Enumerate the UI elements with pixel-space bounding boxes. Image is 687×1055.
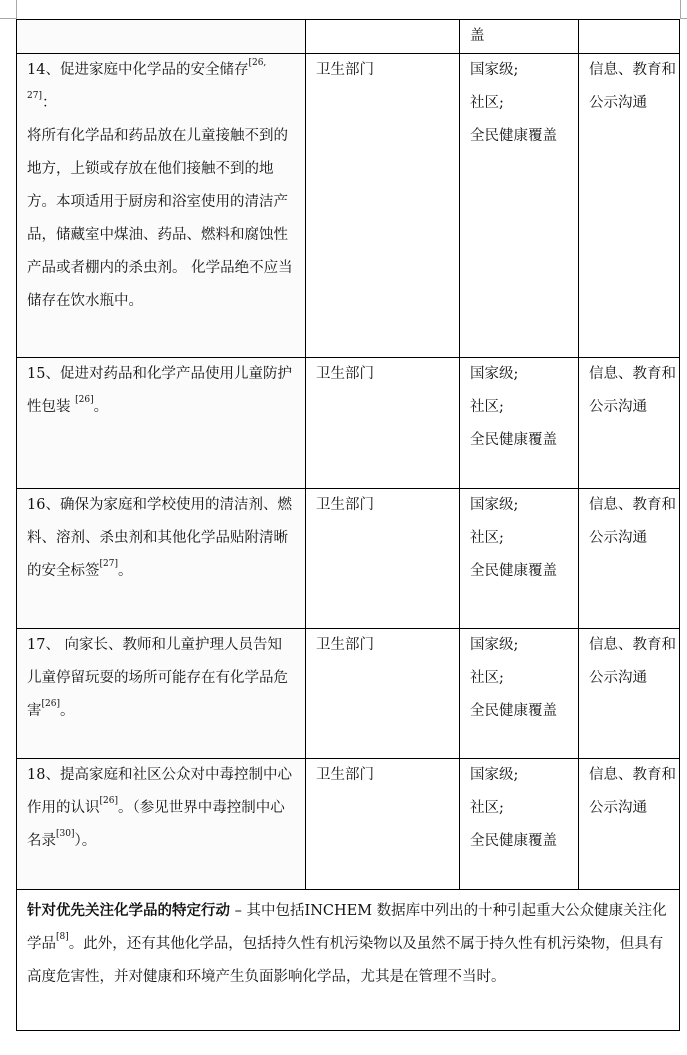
section-row xyxy=(17,890,680,1031)
page-crop-mark-left-h xyxy=(0,18,16,19)
cell-approach: 信息、教育和公示沟通 xyxy=(579,629,680,759)
cell-action xyxy=(17,358,306,489)
citation: [8] xyxy=(56,932,69,942)
cell-action xyxy=(17,54,306,358)
action-title: 15、促进对药品和化学产品使用儿童防护性包装 [26]。 xyxy=(27,366,292,415)
cell-scope: 国家级; 社区; 全民健康覆盖 xyxy=(460,358,579,489)
cell-sector: 卫生部门 xyxy=(306,629,460,759)
table-row xyxy=(17,759,680,890)
table-row xyxy=(17,489,680,629)
table-row xyxy=(17,358,680,489)
citation: [30] xyxy=(56,829,75,839)
section-heading: 针对优先关注化学品的特定行动 xyxy=(27,902,230,919)
citation: [26] xyxy=(75,395,94,405)
cell-sector: 卫生部门 xyxy=(306,358,460,489)
cell-action xyxy=(17,759,306,890)
page-crop-mark-left xyxy=(16,0,17,19)
table-row-continued xyxy=(17,20,680,54)
cell-action xyxy=(17,20,306,54)
page-crop-mark-right xyxy=(680,0,681,19)
cell-scope: 国家级; 社区; 全民健康覆盖 xyxy=(460,629,579,759)
cell-sector: 卫生部门 xyxy=(306,54,460,358)
action-title: 14、促进家庭中化学品的安全储存[26, 27]： xyxy=(27,58,267,111)
cell-action xyxy=(17,489,306,629)
cell-scope: 国家级; 社区; 全民健康覆盖 xyxy=(460,54,579,358)
section-cell: 针对优先关注化学品的特定行动 – 其中包括INCHEM 数据库中列出的十种引起重大公众健康关注化学品[8]。此外，还有其他化学品，包括持久性有机污染物以及虽然不属于持久性有机污染物，但具有高度危害性，并对健康和环境产生负面影响化学品，尤其是在管理不当时。 xyxy=(17,890,680,1031)
cell-approach xyxy=(579,20,680,54)
citation: [26] xyxy=(41,699,60,709)
cell-scope: 国家级; 社区; 全民健康覆盖 xyxy=(460,759,579,890)
citation: [26] xyxy=(99,796,118,806)
cell-scope: 国家级; 社区; 全民健康覆盖 xyxy=(460,489,579,629)
cell-approach: 信息、教育和公示沟通 xyxy=(579,489,680,629)
table-row xyxy=(17,629,680,759)
cell-sector: 卫生部门 xyxy=(306,489,460,629)
cell-sector: 卫生部门 xyxy=(306,759,460,890)
table-row xyxy=(17,54,680,358)
section-text: 其中包括INCHEM 数据库中列出的十种引起重大公众健康关注化学品 xyxy=(27,903,667,952)
citation: [27] xyxy=(99,559,118,569)
cell-scope: 盖 xyxy=(460,20,579,54)
citation: [26, 27] xyxy=(27,58,267,101)
section-text-cont: 。此外，还有其他化学品，包括持久性有机污染物以及虽然不属于持久性有机污染物，但具有高度危害性，并对健康和环境产生负面影响化学品，尤其是在管理不当时。 xyxy=(27,936,664,985)
cell-approach: 信息、教育和公示沟通 xyxy=(579,54,680,358)
cell-action xyxy=(17,629,306,759)
cell-approach: 信息、教育和公示沟通 xyxy=(579,759,680,890)
action-title: 16、确保为家庭和学校使用的清洁剂、燃料、溶剂、杀虫剂和其他化学品贴附清晰的安全标签[27]。 xyxy=(27,497,292,579)
page-crop-mark-right-h xyxy=(680,18,687,19)
cell-sector xyxy=(306,20,460,54)
cell-approach: 信息、教育和公示沟通 xyxy=(579,358,680,489)
action-title: 18、提高家庭和社区公众对中毒控制中心作用的认识[26]。（参见世界中毒控制中心名录[30]）。 xyxy=(27,767,292,849)
action-title: 17、 向家长、教师和儿童护理人员告知儿童停留玩耍的场所可能存在有化学品危害[26]。 xyxy=(27,637,288,719)
action-table xyxy=(16,19,680,1031)
action-description: 将所有化学品和药品放在儿童接触不到的地方，上锁或存放在他们接触不到的地方。本项适用于厨房和浴室使用的清洁产品，储藏室中煤油、药品、燃料和腐蚀性产品或者棚内的杀虫剂。 化学品绝不应当储存在饮水瓶中。 xyxy=(27,128,293,309)
